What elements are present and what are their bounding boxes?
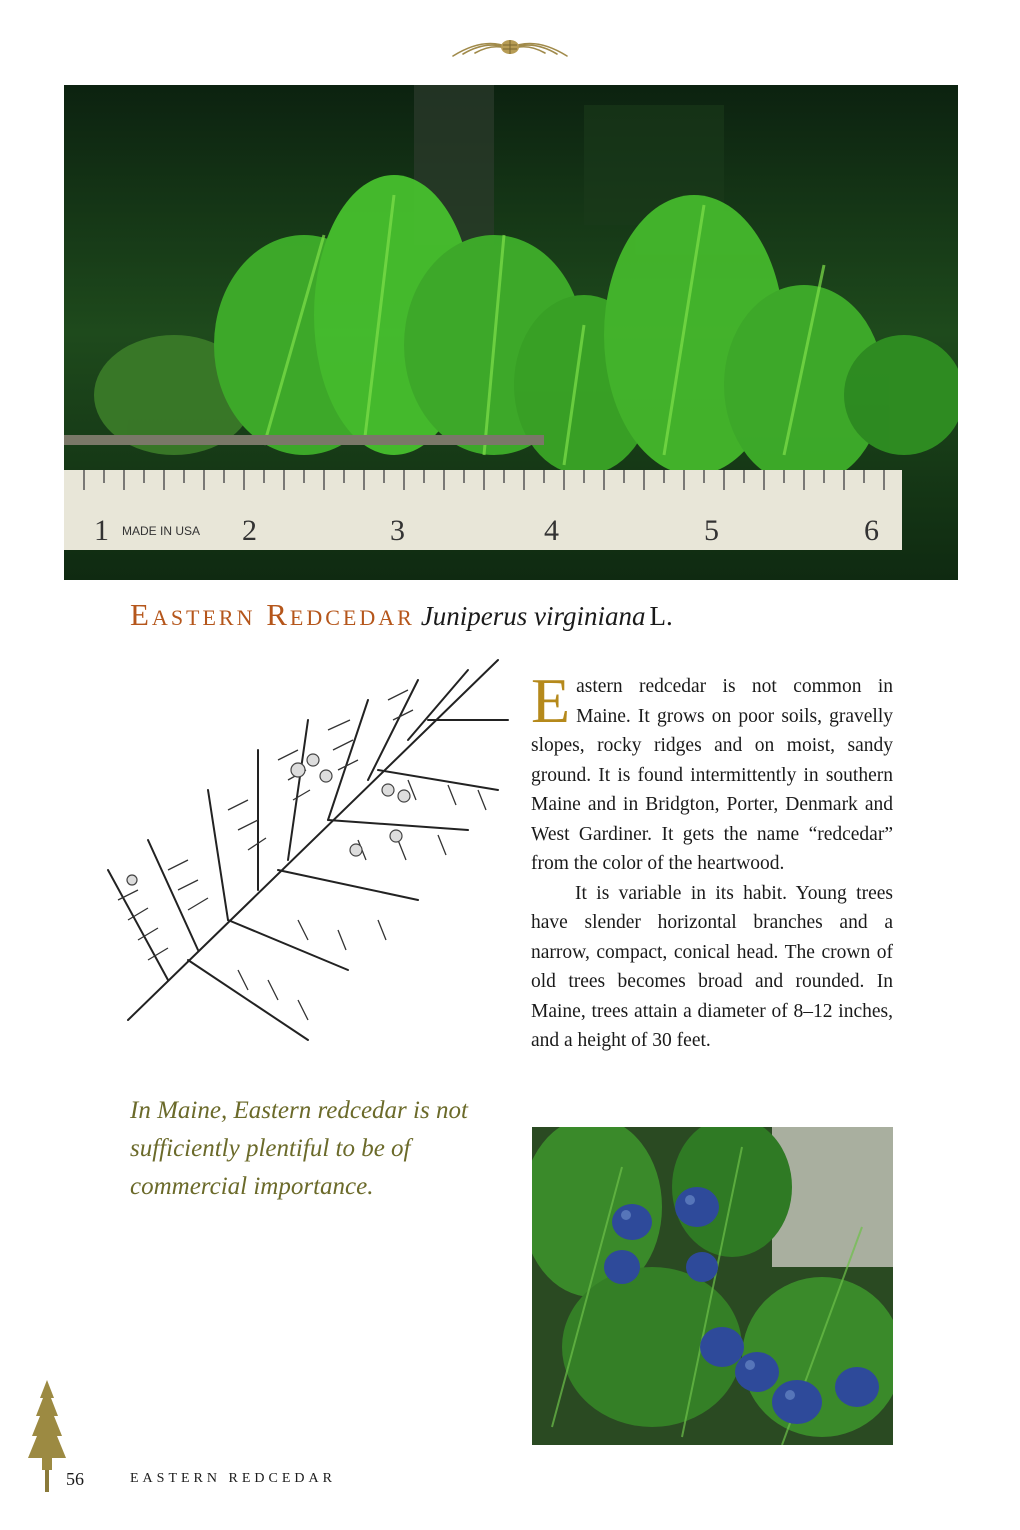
foliage-ruler-photo: [64, 85, 958, 580]
pine-tree-icon: [24, 1378, 70, 1494]
paragraph-1: [531, 665, 893, 879]
ruler-label-1: 1: [94, 514, 109, 547]
ruler-label-4: 4: [544, 514, 559, 547]
running-head: EASTERN REDCEDAR: [130, 1471, 336, 1486]
common-name: Eastern Redcedar: [130, 597, 415, 632]
berries-photo: [532, 1127, 893, 1445]
branch-sketch-illustration: [88, 640, 518, 1070]
ruler-label-5: 5: [704, 514, 719, 547]
taxon-authority: L.: [649, 601, 673, 631]
ruler-label-made-in-usa: MADE IN USA: [122, 524, 201, 538]
pine-cone-ornament-icon: [445, 26, 575, 66]
paragraph-2: It is variable in its habit. Young trees have slender horizontal branches and a narrow, compact, conical head. The crown of old trees becomes broad and rounded. In Maine, trees attain a diameter of 8–12 inches, and a height of 30 feet.: [531, 882, 893, 1051]
pull-quote: In Maine, Eastern redcedar is not sufficiently plentiful to be of commercial importance.: [130, 1097, 468, 1200]
ruler-label-3: 3: [390, 514, 405, 547]
ruler-label-6: 6: [864, 514, 879, 547]
page-number: 56: [66, 1469, 84, 1489]
species-description: [531, 665, 893, 1056]
ruler-label-2: 2: [242, 514, 257, 547]
paragraph-1-text: astern redcedar is not common in Maine. It grows on poor soils, gravelly slopes, rocky ridges and on moist, sandy ground. It is found intermittently in southern Maine and in Bridgton, Porter, Denmark and West Gardiner. It gets the name “redcedar” from the color of the heartwood.: [531, 676, 893, 874]
scientific-name: Juniperus virginiana: [420, 601, 646, 631]
drop-cap: E: [531, 665, 571, 736]
species-title: [130, 597, 930, 637]
